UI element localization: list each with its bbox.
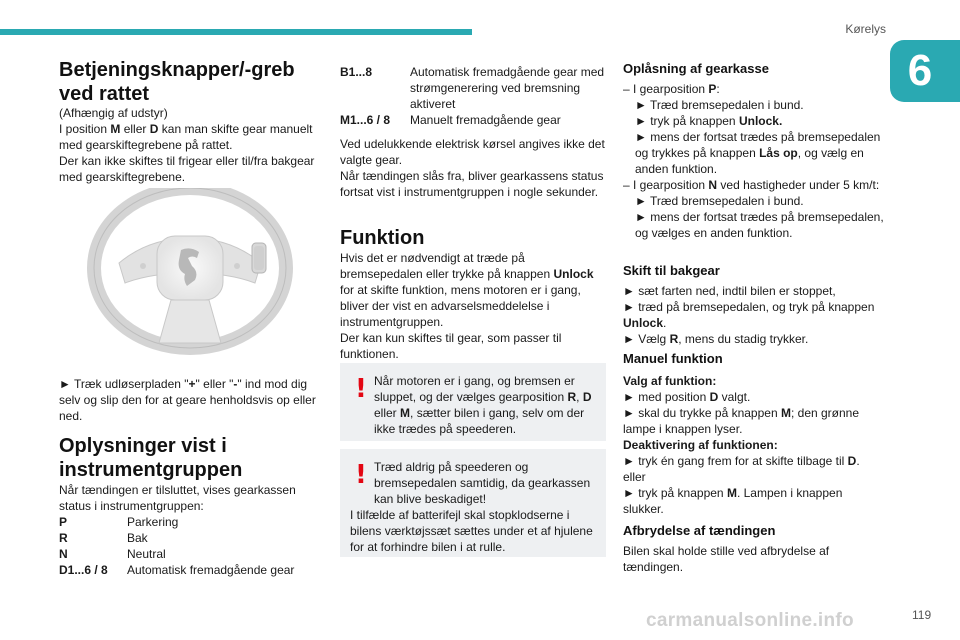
unlock-p-step-2: ► tryk på knappen Unlock.: [635, 114, 783, 128]
reverse-steps: [623, 283, 885, 347]
ignition-note: Når tændingen slås fra, bliver gearkassens status fortsat vist i instrumentgruppen i nogle sekunder.: [340, 169, 604, 199]
intro-text: [59, 105, 321, 185]
electric-note: Ved udelukkende elektrisk kørsel angives ikke det valgte gear.: [340, 137, 605, 167]
heading-unlock-gearbox: Oplåsning af gearkasse: [623, 61, 769, 76]
gear-row-r: R Bak: [59, 531, 148, 545]
heading-controls: Betjeningsknapper/-greb ved rattet: [59, 59, 295, 105]
intro-line-2: I position M eller D kan man skifte gear manuelt med gearskiftegrebene på rattet.: [59, 122, 313, 152]
watermark: carmanualsonline.info: [646, 610, 854, 631]
warning-1-text: Når motoren er i gang, og bremsen er sluppet, og der vælges gearposition R, D eller M, sætter bilen i gang, selv om der ikke trædes på speederen.: [374, 374, 592, 436]
intro-line-1: (Afhængig af udstyr): [59, 106, 168, 120]
deactivate-step-2: ► tryk på knappen M. Lampen i knappen slukker.: [623, 486, 843, 516]
unlock-p-step-1: ► Træd bremsepedalen i bund.: [635, 98, 804, 112]
warning-2-text-1: Træd aldrig på speederen og bremsepedalen samtidig, da gearkassen kan blive beskadiget!: [374, 460, 591, 506]
deactivate-title: Deaktivering af funktionen:: [623, 438, 778, 452]
warning-box-2: [340, 449, 606, 557]
gear-list-1: [59, 514, 321, 578]
gear-row-d: D1...6 / 8 Automatisk fremadgående gear: [59, 563, 295, 577]
gear-row-n: N Neutral: [59, 547, 166, 561]
unlock-steps: [623, 81, 885, 241]
reverse-step-1: ► sæt farten ned, indtil bilen er stoppet,: [623, 284, 836, 298]
unlock-n-step-1: ► Træd bremsepedalen i bund.: [635, 194, 804, 208]
select-step-1: ► med position D valgt.: [623, 390, 751, 404]
warning-icon: !: [355, 374, 367, 404]
select-title: Valg af funktion:: [623, 374, 717, 388]
warning-icon: !: [355, 460, 367, 490]
steering-wheel-with-paddles-illustration: [59, 188, 321, 356]
ignition-off-text: Bilen skal holde stille ved afbrydelse af tændingen.: [623, 544, 830, 574]
reverse-step-2: ► træd på bremsepedalen, og tryk på knappen Unlock.: [623, 300, 875, 330]
select-step-2: ► skal du trykke på knappen M; den grønne lampe i knappen lyser.: [623, 406, 860, 436]
unlock-p-intro: – I gearposition P:: [623, 82, 720, 96]
unlock-p-step-3: ► mens der fortsat trædes på bremsepedalen og trykkes på knappen Lås op, og vælg en anden funktion.: [635, 130, 881, 176]
chapter-tab: 6: [890, 40, 960, 102]
reverse-step-3: ► Vælg R, mens du stadig trykker.: [623, 332, 809, 346]
page-number: 119: [912, 608, 932, 622]
unlock-n-step-2: ► mens der fortsat trædes på bremsepedalen, og vælges en anden funktion.: [635, 210, 884, 240]
intro-line-3: Der kan ikke skiftes til frigear eller til/fra bakgear med gearskiftegrebene.: [59, 154, 315, 184]
deactivate-step-1: ► tryk én gang frem for at skifte tilbage til D.: [623, 454, 860, 468]
section-title: Kørelys: [845, 22, 886, 36]
unlock-n-intro: – I gearposition N ved hastigheder under 5 km/t:: [623, 178, 880, 192]
gear-row-p: P Parkering: [59, 515, 179, 529]
gear-notes: [340, 136, 606, 200]
heading-display-info: Oplysninger vist i instrumentgruppen: [59, 435, 243, 481]
header-accent-bar: [0, 29, 472, 35]
heading-reverse: Skift til bakgear: [623, 263, 720, 278]
gear-list-2: [340, 64, 606, 128]
heading-ignition-off: Afbrydelse af tændingen: [623, 523, 776, 538]
function-text: [340, 250, 606, 362]
warning-2-text-2: I tilfælde af batterifejl skal stopklodserne i bilens værktøjssæt sættes under et af hjulene for at forhindre bilen i at rulle.: [350, 508, 593, 554]
heading-manual: Manuel funktion: [623, 351, 723, 366]
gear-row-m: M1...6 / 8 Manuelt fremadgående gear: [340, 113, 561, 127]
function-para-1: Hvis det er nødvendigt at træde på bremsepedalen eller trykke på knappen Unlock for at skifte funktion, mens motoren er i gang, bliver der vist en advarselsmeddelelse i instrumentgruppen.: [340, 251, 594, 329]
paddle-instruction: ► Træk udløserpladen "+" eller "-" ind mod dig selv og slip den for at geare henholdsvis op eller ned.: [59, 377, 316, 423]
function-para-2: Der kan kun skiftes til gear, som passer til funktionen.: [340, 331, 562, 361]
display-intro: Når tændingen er tilsluttet, vises gearkassen status i instrumentgruppen:: [59, 483, 296, 513]
manual-steps: [623, 373, 885, 517]
warning-box-1: [340, 363, 606, 441]
heading-function: Funktion: [340, 227, 425, 249]
deactivate-or: eller: [623, 470, 646, 484]
gear-row-b: B1...8 Automatisk fremadgående gear med strømgenerering ved bremsning aktiveret: [340, 65, 605, 111]
